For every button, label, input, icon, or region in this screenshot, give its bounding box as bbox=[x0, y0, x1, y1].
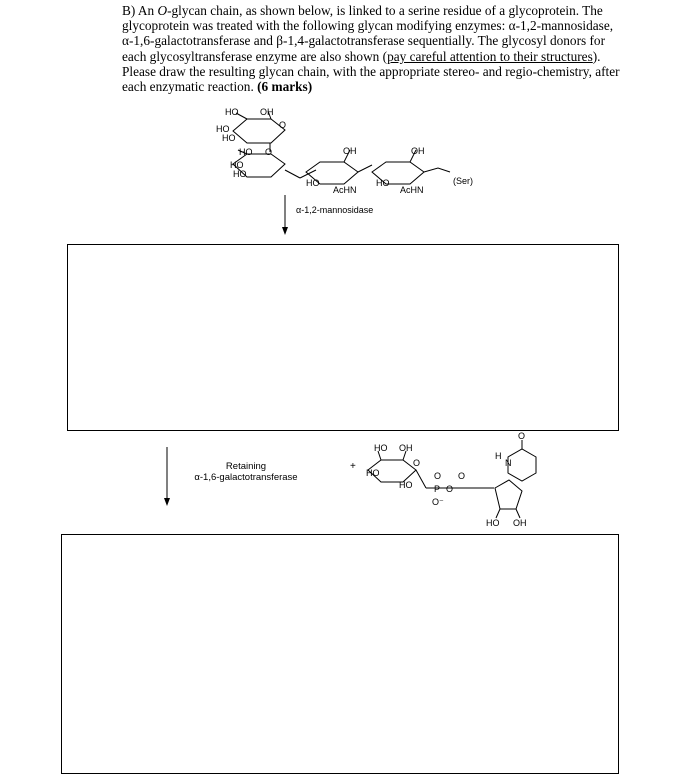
donor-ho-bottom: HO bbox=[399, 480, 413, 490]
donor-h-n: H bbox=[495, 451, 502, 461]
atom-oh-top: OH bbox=[260, 107, 274, 117]
atom-ser: (Ser) bbox=[453, 176, 473, 186]
donor-ho: HO bbox=[374, 443, 388, 453]
marks: (6 marks) bbox=[257, 79, 313, 95]
uracil-ring bbox=[508, 449, 536, 481]
donor-p: P bbox=[434, 484, 441, 494]
atom-ho-second: HO bbox=[239, 147, 253, 157]
answer-box-1[interactable] bbox=[67, 244, 619, 431]
plus-sign: + bbox=[350, 461, 356, 472]
intro-a: An bbox=[137, 3, 158, 18]
atom-achn2: AcHN bbox=[400, 185, 424, 195]
atom-ring-o: O bbox=[279, 120, 287, 130]
donor-o-minus: O⁻ bbox=[432, 497, 444, 507]
ribose-ring bbox=[495, 480, 522, 509]
donor-ho-left: HO bbox=[366, 468, 380, 478]
atom-achn1: AcHN bbox=[333, 185, 357, 195]
donor-o-p1: O bbox=[434, 471, 442, 481]
atom-ho-left1: HO bbox=[230, 160, 244, 170]
atom-oh-galnac2: OH bbox=[411, 146, 425, 156]
intro-italic: O bbox=[157, 3, 168, 18]
enzyme-1-label: α-1,2-mannosidase bbox=[296, 205, 374, 215]
underlined-text: pay careful attention to their structures bbox=[387, 48, 593, 64]
intro-c: ). Please draw the resulting glycan chain, with the appropriate stereo- and regio-chemistry, after each enzymatic reaction. bbox=[122, 48, 620, 95]
atom-ho-left2: HO bbox=[233, 169, 247, 179]
donor-o-p2: O bbox=[458, 471, 466, 481]
question-label: B) bbox=[122, 3, 136, 18]
mannose-ring-1 bbox=[233, 119, 285, 143]
enzyme-2-line1: Retaining bbox=[225, 461, 267, 472]
donor-oh: OH bbox=[399, 443, 413, 453]
atom-ho-top: HO bbox=[225, 107, 239, 117]
donor-o-bridge: O bbox=[446, 484, 454, 494]
atom-ho-mid2: HO bbox=[222, 133, 236, 143]
atom-oh-galnac1: OH bbox=[343, 146, 357, 156]
answer-box-2[interactable] bbox=[61, 534, 619, 774]
atom-ho-bottom1: HO bbox=[306, 178, 320, 188]
atom-ho-mid1: HO bbox=[216, 124, 230, 134]
donor-o-ring: O bbox=[413, 458, 421, 468]
intro-b: -glycan chain, as shown below, is linked to a serine residue of a glycoprotein. The glycoprotein was treated with the following glycan modifying enzymes: α-1,2-mannosidase, α-1,6-galactotransferase and β-1,4-galactotransferase sequentially. The glycosyl donors for each glycosyltransferase enzyme are also shown ( bbox=[122, 3, 614, 64]
donor-oh-ribose: OH bbox=[513, 518, 527, 528]
donor-n: N bbox=[505, 458, 512, 468]
atom-glyco-o: O bbox=[265, 147, 273, 157]
donor-ho-ribose: HO bbox=[486, 518, 500, 528]
donor-o-uracil: O bbox=[518, 431, 526, 441]
atom-ho-bottom2: HO bbox=[376, 178, 390, 188]
enzyme-2-label bbox=[182, 461, 310, 483]
enzyme-2-line2: α-1,6-galactotransferase bbox=[194, 472, 298, 483]
